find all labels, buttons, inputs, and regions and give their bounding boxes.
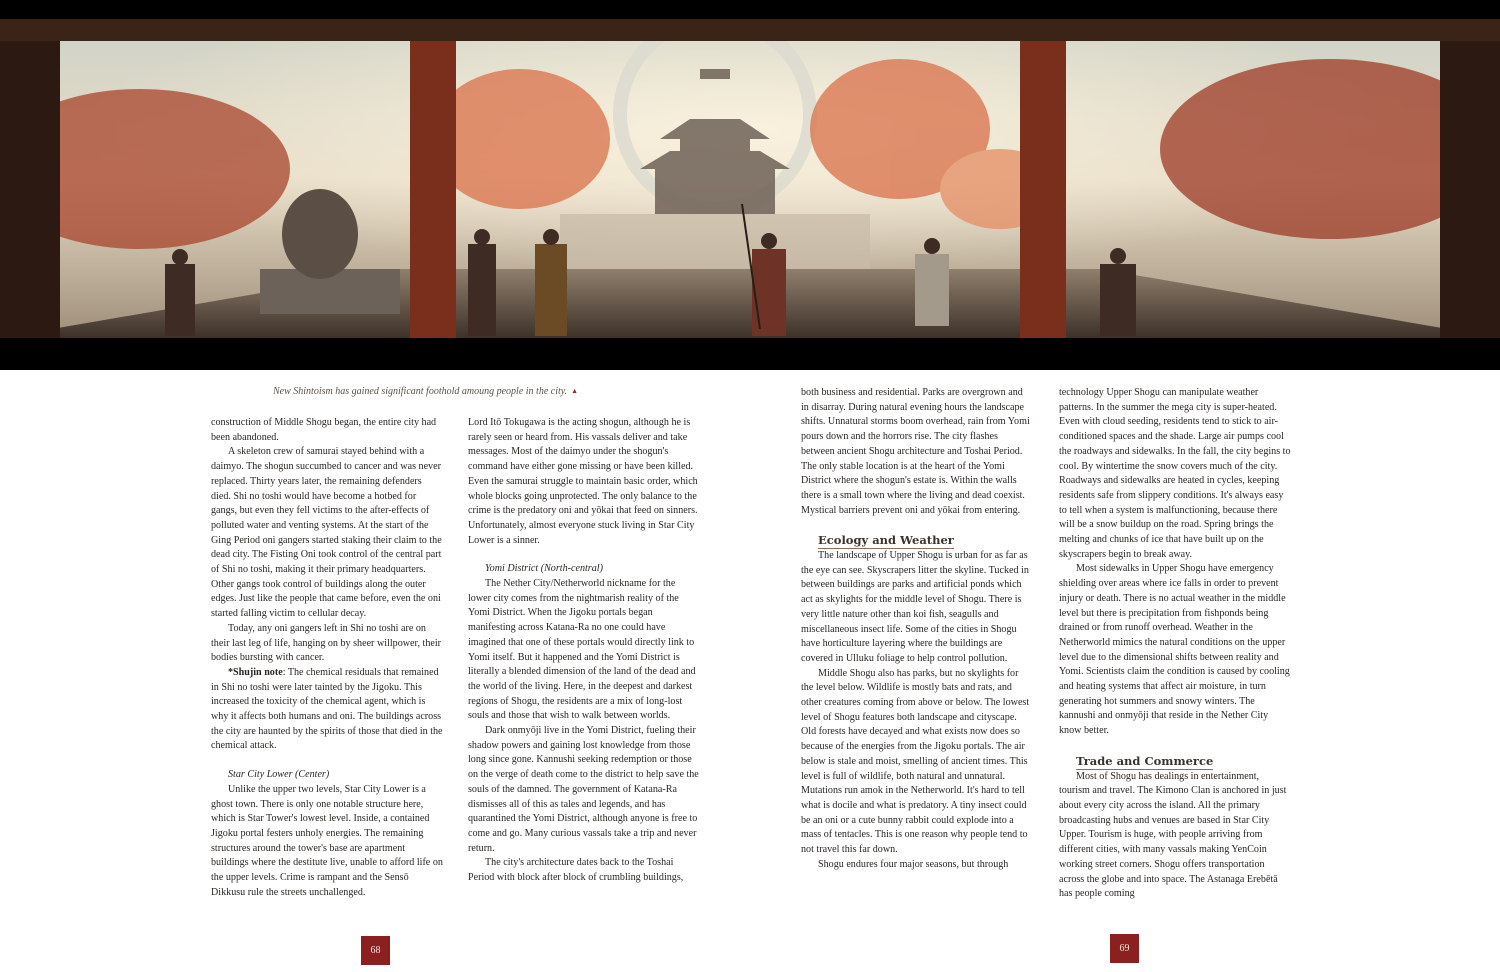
right-page [750, 370, 1500, 972]
page-number: 69 [1110, 934, 1139, 963]
right-page-column-1 [801, 386, 1033, 873]
paragraph: The city's architecture dates back to the Toshai Period with block after block of crumbling buildings, [468, 857, 684, 884]
temple-courtyard-image [0, 19, 1500, 338]
paragraph: Lord Itō Tokugawa is the acting shogun, although he is rarely seen or heard from. His vassals deliver and take messages. Most of the daimyo under the shogun's command have either gone missing or have been killed. Even the samurai struggle to maintain basic order, which whole blocks going unprotected. The only balance to the crime is the predatory oni and yōkai that feed on sinners. Unfortunately, almost everyone stuck living in Star City Lower is a sinner. [468, 417, 698, 546]
section-heading-ecology: Ecology and Weather [818, 533, 954, 548]
image-caption: New Shintoism has gained significant foothold amoung people in the city. ▲ [273, 386, 579, 397]
paragraph: Most of Shogu has dealings in entertainment, tourism and travel. The Kimono Clan is anchored in just about every city across the island. All the primary broadcasting hubs and venues are based in Star City Upper. Tourism is huge, with people arriving from different cities, with many vassals making YenCoin working street corners. Shogu offers transportation across the globe and into space. The Astanaga Erebētā has people coming [1059, 770, 1287, 900]
paragraph: Unlike the upper two levels, Star City Lower is a ghost town. There is only one notable structure here, which is Star Tower's lowest level. Inside, a contained Jigoku portal festers unholy energies. The remaining structures around the tower's base are apartment buildings where the destitute live, unable to afford life on the upper levels. Crime is rampant and the Sensō Dikkusu rule the streets unchallenged. [211, 783, 443, 898]
paragraph: technology Upper Shogu can manipulate weather patterns. In the summer the mega city is super-heated. Even with cloud seeding, residents tend to stick to air-conditioned spaces and the shade. Large air pumps cool the roadways and sidewalks. In the fall, the city begins to cool. By wintertime the snow covers much of the city. Roadways and sidewalks are heated in cycles, keeping residents safe from slippery conditions. It's always easy to tell when a system is malfunctioning, because there will be a snow buildup on the road. Spring brings the melting and chunks of ice that have built up on the skyscrapers begin to break away. [1059, 387, 1291, 560]
paragraph: construction of Middle Shogu began, the entire city had been abandoned. [211, 417, 437, 443]
left-page [0, 370, 750, 972]
section-heading-trade: Trade and Commerce [1076, 753, 1214, 768]
paragraph: both business and residential. Parks are overgrown and in disarray. During natural evening hours the landscape shifts. Unnatural storms boom overhead, rain from Yomi pours down and the horrors rise. The city flashes between ancient Shogu architecture and Toshai Period. The only stable location is at the heart of the Yomi District where the shogun's estate is. Within the walls there is a small town where the living and dead coexist. Mystical barriers prevent oni and yōkai from entering. [801, 387, 1030, 516]
paragraph: Middle Shogu also has parks, but no skylights for the level below. Wildlife is mostly bats and rats, and other creatures coming from above or below. The lowest level of Shogu features both landscape and cityscape. Old forests have decayed and what exists now does so because of the energies from the Jigoku portals. The air below is stale and moist, smelling of ancient times. This level is full of wildlife, both natural and unnatural. Mutations run amok in the Netherworld. It's hard to tell what is docile and what is predatory. A tiny insect could be an oni or a cute bunny rabbit could explode into a mass of tentacles. This is one reason why people tend to not travel this far down. [801, 667, 1030, 856]
caption-triangle-icon: ▲ [571, 387, 579, 395]
paragraph: The landscape of Upper Shogu is urban for as far as the eye can see. Skyscrapers litter the skyline. Tucked in between buildings are parks and artificial ponds which act as skylights for the middle level of Shogu. There is very little nature other than koi fish, seagulls and miscellaneous insect life. Some of the cities in Shogu have horticulture layering where the buildings are covered in Ulluku foliage to help control pollution. [801, 550, 1029, 664]
paragraph: Most sidewalks in Upper Shogu have emergency shielding over areas where ice falls in order to prevent injury or death. There is no actual weather in the middle level but there is precipitation from fishponds being drained or from runoff overhead. Weather in the Netherworld mimics the natural conditions on the upper level due to the dimensional shifts between reality and Yomi. Scientists claim the condition is caused by cooling and heating systems that affect air moisture, in turn generating hot summers and snowy winters. The kannushi and onmyōji that reside in the Nether City know better. [1059, 563, 1290, 737]
hero-illustration [0, 0, 1500, 370]
paragraph: Today, any oni gangers left in Shi no toshi are on their last leg of life, hanging on by sheer willpower, their bodies bursting with cancer. [211, 622, 442, 664]
subheading-yomi-district: Yomi District (North-central) [485, 563, 603, 575]
shujin-note-paragraph [211, 666, 443, 754]
page-number: 68 [361, 936, 390, 965]
paragraph: Shogu endures four major seasons, but through [818, 858, 1009, 870]
right-page-column-2 [1059, 386, 1291, 902]
paragraph: Dark onmyōji live in the Yomi District, fueling their shadow powers and gaining lost knowledge from those long since gone. Kannushi seeking redemption or those on the verge of death come to the district to help save the souls of the damned. The government of Katana-Ra dismisses all of this as tales and legends, and has quarantined the Yomi District, although anyone is free to come and go. Many curious vassals take a trip and never return. [468, 725, 699, 854]
shujin-note-label: *Shujin note [228, 666, 283, 678]
left-page-column-1 [211, 416, 443, 901]
subheading-star-city-lower: Star City Lower (Center) [228, 769, 330, 781]
left-page-column-2 [468, 416, 700, 886]
paragraph: A skeleton crew of samurai stayed behind with a daimyo. The shogun succumbed to cancer and was never replaced. Thirty years later, the remaining defenders died. Shi no toshi would have become a hotbed for gangs, but even they fell victims to the after-effects of polluted water and venting systems. At the start of the Ging Period oni gangers started staking their claim to the dead city. The Fisting Oni took control of the central part of Shi no toshi, making it their primary headquarters. Other gangs took control of buildings along the outer edges. Just like the people that came before, even the oni started falling victim to cellular decay. [211, 446, 442, 620]
paragraph: The Nether City/Netherworld nickname for the lower city comes from the nightmarish reality of the Yomi District. When the Jigoku portals began manifesting across Katana-Ra no one could have imagined that one of these portals would directly link to Yomi itself. But it happened and the Yomi District is literally a blended dimension of the land of the dead and the world of the living. Here, in the deepest and darkest regions of Shogu, the residents are a mix of long-lost souls and those that wish to walk between worlds. [468, 578, 696, 722]
shujin-note-text: : The chemical residuals that remained in Shi no toshi were later tainted by the Jigoku. This increased the toxicity of the chemical agent, which is why it affects both humans and oni. The buildings across the city are haunted by the spirits of those that died in the chemical attack. [211, 666, 443, 752]
